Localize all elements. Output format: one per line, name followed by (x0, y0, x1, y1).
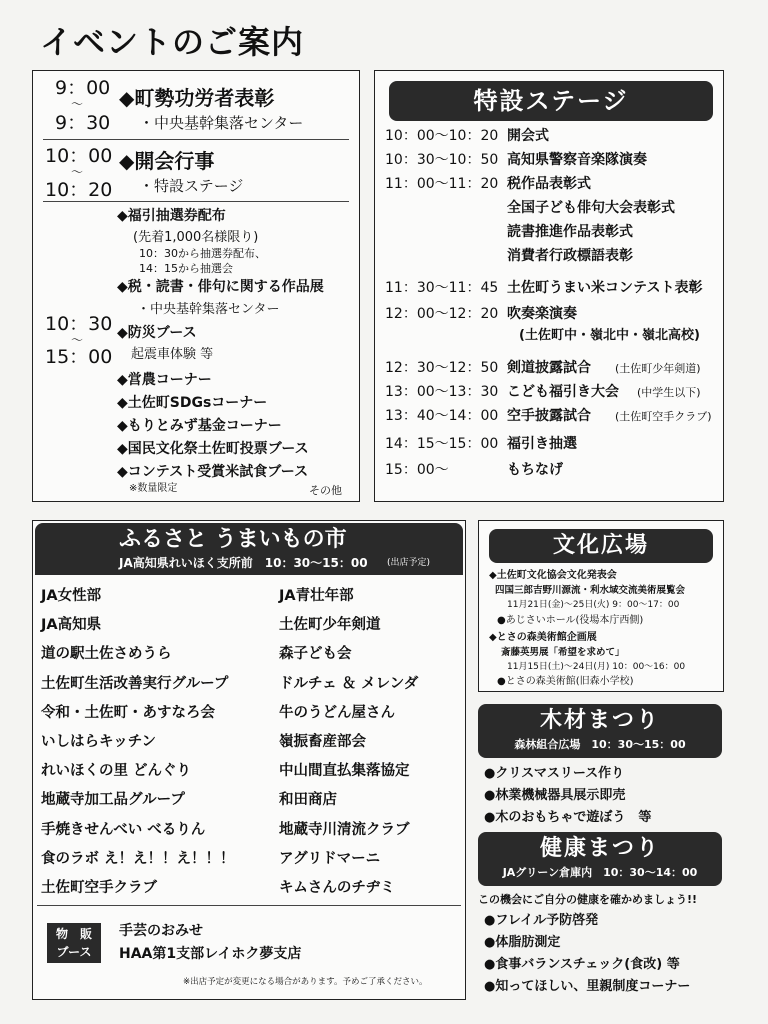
health-item: ●知ってほしい、里親制度コーナー (484, 979, 691, 994)
stage-row-time: 13：00～13：30 (385, 384, 499, 400)
sales-item: HAA第1支部レイホク夢支店 (119, 946, 302, 962)
health-item: ●フレイル予防啓発 (484, 913, 599, 928)
wood-subtitle: 森林組合広場 10：30～15：00 (514, 738, 686, 751)
stage-row-event: 開会式 (507, 128, 549, 144)
stage-row-time: 15：00～ (385, 462, 449, 478)
s2-time-end: 10：20 (45, 179, 113, 201)
market-subtitle: JA高知県れいほく支所前 10：30～15：00 (119, 556, 368, 570)
stage-row-time: 10：30～10：50 (385, 152, 499, 168)
schedule-item: ◆防災ブース (117, 325, 197, 341)
culture-line: 四国三郎吉野川源流・利水域交流美術展覧会 (495, 585, 686, 596)
schedule-item: ◆税・読書・俳句に関する作品展 (117, 279, 324, 295)
stage-row-note: (土佐町空手クラブ) (615, 410, 712, 423)
culture-line: 11月21日(金)～25日(火) 9：00～17：00 (507, 600, 680, 610)
stage-row-event: 剣道披露試合 (507, 360, 591, 376)
market-vendor: 嶺振畜産部会 (279, 734, 366, 750)
tilde: ～ (71, 97, 84, 111)
market-vendor: 牛のうどん屋さん (279, 704, 395, 721)
stage-row-event: 高知県警察音楽隊演奏 (507, 152, 647, 168)
market-vendor: 食のラボ え！え！！え！！！ (41, 850, 235, 867)
market-footnote: ※出店予定が変更になる場合があります。予めご了承ください。 (183, 977, 428, 987)
market-title: ふるさと うまいもの市 (119, 527, 347, 552)
health-item: ●体脂肪測定 (484, 935, 561, 950)
stage-row-time: 12：00～12：20 (385, 306, 499, 322)
wood-title: 木材まつり (539, 708, 660, 733)
market-vendor: JA女性部 (41, 588, 102, 604)
s2-place: ・特設ステージ (139, 177, 244, 195)
health-title-bar (478, 832, 722, 886)
stage-row-event: 土佐町うまい米コンテスト表彰 (507, 280, 703, 296)
stage-row-event: 福引き抽選 (507, 436, 577, 452)
tilde: ～ (71, 333, 84, 347)
market-title-bar (35, 523, 463, 575)
culture-line: ●あじさいホール(役場本庁西側) (497, 615, 644, 626)
schedule-box (32, 70, 360, 502)
wood-item: ●木のおもちゃで遊ぼう 等 (484, 810, 652, 825)
schedule-item: 起震車体験 等 (131, 347, 214, 362)
sales-item: 手芸のおみせ (119, 923, 203, 939)
s2-time-start: 10：00 (45, 145, 113, 167)
stage-row-time: 10：00～10：20 (385, 128, 499, 144)
stage-row-event: 読書推進作品表彰式 (507, 224, 633, 240)
sales-badge (47, 923, 101, 963)
stage-row-note: (土佐町少年剣道) (615, 362, 701, 375)
s1-title: ◆町勢功労者表彰 (119, 86, 275, 110)
market-vendor: 地蔵寺川清流クラブ (279, 821, 410, 838)
stage-row-event: 吹奏楽演奏 (507, 306, 577, 322)
health-intro: この機会にご自分の健康を確かめましょう!! (478, 893, 698, 906)
market-vendor: キムさんのチヂミ (279, 880, 395, 896)
culture-line: 斎藤英男展「希望を求めて」 (501, 647, 625, 658)
schedule-item: ◆もりとみず基金コーナー (117, 418, 282, 434)
health-subtitle: JAグリーン倉庫内 10：30～14：00 (502, 866, 698, 879)
stage-title-bar (389, 81, 713, 121)
health-item: ●食事バランスチェック(食改) 等 (484, 957, 680, 972)
s2-title: ◆開会行事 (119, 149, 215, 173)
culture-line: ◆土佐町文化協会文化発表会 (489, 570, 617, 581)
market-vendor: JA青壮年部 (279, 588, 354, 604)
sales-badge-line2: ブース (56, 945, 92, 959)
schedule-item: ◆コンテスト受賞米試食ブース (117, 464, 309, 480)
stage-row-event: (土佐町中・嶺北中・嶺北高校) (519, 328, 700, 343)
health-title: 健康まつり (539, 836, 660, 861)
stage-row-event: 全国子ども俳句大会表彰式 (507, 200, 675, 216)
market-box (32, 520, 466, 1000)
s1-time-end: 9：30 (55, 112, 111, 134)
culture-line: 11月15日(土)～24日(月) 10：00～16：00 (507, 662, 686, 672)
schedule-item: 14：15から抽選会 (139, 262, 233, 275)
market-vendor: 手焼きせんべい べるりん (41, 821, 206, 838)
schedule-item: ◆営農コーナー (117, 372, 212, 388)
market-vendor: 地蔵寺加工品グループ (41, 792, 185, 809)
wood-item: ●クリスマスリース作り (484, 766, 625, 781)
page-title: イベントのご案内 (40, 23, 305, 61)
market-vendor: ドルチェ ＆ メレンダ (279, 675, 419, 692)
market-vendor: 土佐町生活改善実行グループ (41, 675, 229, 692)
stage-row-event: 税作品表彰式 (507, 176, 591, 192)
culture-line: ◆とさの森美術館企画展 (489, 632, 597, 643)
stage-row-time: 11：30～11：45 (385, 280, 499, 296)
divider (43, 201, 349, 202)
market-vendor: 土佐町空手クラブ (41, 880, 157, 896)
market-vendor: 令和・土佐町・あすなろ会 (41, 704, 215, 721)
stage-row-time: 13：40～14：00 (385, 408, 499, 424)
culture-box (478, 520, 724, 692)
stage-row-time: 14：15～15：00 (385, 436, 499, 452)
schedule-item: ◆福引抽選券配布 (117, 208, 226, 224)
culture-line: ●とさの森美術館(旧森小学校) (497, 676, 634, 687)
market-vendor: アグリドマーニ (279, 850, 381, 867)
schedule-item: ※数量限定 (129, 483, 178, 494)
stage-row-event: もちなげ (507, 462, 563, 478)
stage-title: 特設ステージ (473, 87, 629, 115)
market-vendor: 和田商店 (279, 792, 337, 809)
market-vendor: 土佐町少年剣道 (279, 617, 381, 634)
market-vendor: 中山間直払集落協定 (279, 763, 410, 780)
divider (43, 139, 349, 140)
stage-row-note: (中学生以下) (637, 386, 701, 399)
tilde: ～ (71, 165, 84, 179)
s1-place: ・中央基幹集落センター (139, 114, 304, 132)
market-subtitle-note: (出店予定) (387, 558, 431, 568)
s3-time-end: 15：00 (45, 346, 113, 368)
schedule-other: その他 (309, 484, 342, 497)
sales-badge-line1: 物 販 (55, 927, 92, 941)
stage-row-time: 12：30～12：50 (385, 360, 499, 376)
s1-time-start: 9：00 (55, 77, 111, 99)
stage-row-time: 11：00～11：20 (385, 176, 499, 192)
market-vendor: いしはらキッチン (41, 734, 156, 750)
schedule-item: 10：30から抽選券配布、 (139, 247, 266, 260)
market-vendor: れいほくの里 どんぐり (41, 763, 192, 780)
stage-box (374, 70, 724, 502)
s3-time-start: 10：30 (45, 313, 113, 335)
stage-row-event: こども福引き大会 (507, 384, 619, 400)
stage-row-event: 空手披露試合 (507, 408, 591, 424)
schedule-item: ・中央基幹集落センター (137, 302, 280, 317)
market-vendor: 道の駅土佐さめうら (41, 646, 172, 663)
culture-title-bar (489, 529, 713, 563)
stage-row-event: 消費者行政標語表彰 (507, 248, 633, 264)
wood-item: ●林業機械器具展示即売 (484, 788, 626, 803)
wood-title-bar (478, 704, 722, 758)
schedule-item: ◆土佐町SDGsコーナー (117, 395, 268, 411)
market-vendor: 森子ども会 (279, 646, 352, 663)
schedule-item: (先着1,000名様限り) (133, 230, 259, 245)
market-vendor: JA高知県 (41, 617, 102, 634)
divider (37, 905, 461, 906)
culture-title: 文化広場 (552, 533, 649, 558)
schedule-item: ◆国民文化祭土佐町投票ブース (117, 441, 309, 457)
